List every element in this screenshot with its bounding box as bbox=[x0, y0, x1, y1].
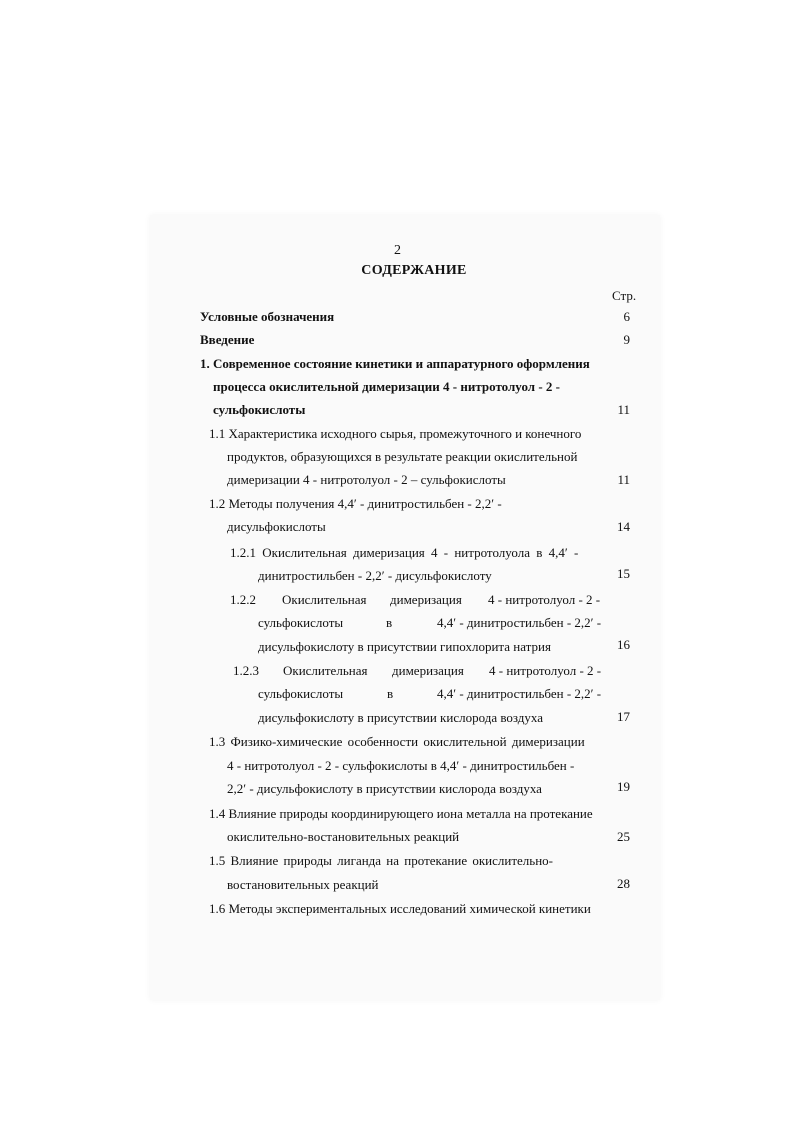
toc-page-ch1: 11 bbox=[617, 402, 630, 417]
toc-entry-1-2-3-word2: димеризация bbox=[392, 663, 464, 678]
toc-entry-1-2-3-line3: дисульфокислоту в присутствии кислорода воздуха bbox=[258, 710, 544, 725]
toc-entry-1-4-line1: 1.4 Влияние природы координирующего иона металла на протекание bbox=[209, 806, 593, 821]
toc-page-1-2: 14 bbox=[617, 519, 630, 534]
toc-entry-1-3-line2: 4 - нитротолуол - 2 - сульфокислоты в 4,4′ - динитростильбен - bbox=[227, 758, 575, 773]
toc-entry-1-5-line2: востановительных реакций bbox=[227, 877, 379, 892]
toc-entry-1-2-line2: дисульфокислоты bbox=[227, 519, 326, 534]
page-number: 2 bbox=[394, 243, 401, 258]
toc-entry-1-2-2-word5: в bbox=[386, 615, 393, 630]
toc-page-1-2-2: 16 bbox=[617, 637, 630, 652]
toc-entry-1-2-3-num: 1.2.3 bbox=[233, 663, 259, 678]
toc-entry-1-3-line3: 2,2′ - дисульфокислоту в присутствии кислорода воздуха bbox=[227, 781, 542, 796]
toc-entry-1-1-line2: продуктов, образующихся в результате реакции окислительной bbox=[227, 449, 578, 464]
toc-entry-ch1-line3: сульфокислоты bbox=[213, 402, 306, 417]
toc-page-1-5: 28 bbox=[617, 876, 630, 891]
toc-page-1-2-1: 15 bbox=[617, 566, 630, 581]
toc-entry-ch1-line1: 1. Современное состояние кинетики и аппаратурного оформления bbox=[200, 356, 590, 371]
toc-page-1-3: 19 bbox=[617, 779, 630, 794]
toc-page-symbols: 6 bbox=[623, 309, 630, 324]
toc-page-1-1: 11 bbox=[617, 472, 630, 487]
toc-heading: СОДЕРЖАНИЕ bbox=[361, 263, 467, 278]
toc-page-1-4: 25 bbox=[617, 829, 630, 844]
toc-entry-1-2-2-num: 1.2.2 bbox=[230, 592, 256, 607]
toc-entry-1-2-2-word6: 4,4′ - динитростильбен - 2,2′ - bbox=[437, 615, 602, 630]
toc-entry-symbols: Условные обозначения bbox=[200, 309, 335, 324]
toc-entry-1-2-line1: 1.2 Методы получения 4,4′ - динитростильбен - 2,2′ - bbox=[209, 496, 502, 511]
toc-entry-1-2-2-word1: Окислительная bbox=[282, 592, 367, 607]
toc-entry-1-2-1-line2: динитростильбен - 2,2′ - дисульфокислоту bbox=[258, 568, 492, 583]
toc-entry-1-2-3-word6: 4,4′ - динитростильбен - 2,2′ - bbox=[437, 686, 602, 701]
toc-entry-1-2-3-word4: сульфокислоты bbox=[258, 686, 344, 701]
toc-entry-1-2-3-word1: Окислительная bbox=[283, 663, 368, 678]
toc-entry-1-2-2-line3: дисульфокислоту в присутствии гипохлорита натрия bbox=[258, 639, 551, 654]
toc-entry-1-1-line1: 1.1 Характеристика исходного сырья, промежуточного и конечного bbox=[209, 426, 582, 441]
toc-entry-ch1-line2: процесса окислительной димеризации 4 - нитротолуол - 2 - bbox=[213, 379, 560, 394]
toc-entry-1-4-line2: окислительно-востановительных реакций bbox=[227, 829, 460, 844]
page-column-label: Стр. bbox=[612, 288, 637, 303]
toc-page-intro: 9 bbox=[623, 332, 630, 347]
toc-entry-1-5-line1: 1.5 Влияние природы лиганда на протекание окислительно- bbox=[209, 853, 553, 868]
toc-entry-1-1-line3: димеризации 4 - нитротолуол - 2 – сульфокислоты bbox=[227, 472, 506, 487]
toc-entry-1-2-2-word3: 4 - нитротолуол - 2 - bbox=[488, 592, 601, 607]
toc-entry-1-2-3-word3: 4 - нитротолуол - 2 - bbox=[489, 663, 602, 678]
toc-entry-intro: Введение bbox=[200, 332, 255, 347]
toc-entry-1-2-3-word5: в bbox=[387, 686, 394, 701]
toc-entry-1-3-line1: 1.3 Физико-химические особенности окислительной димеризации bbox=[209, 734, 585, 749]
toc-page-1-2-3: 17 bbox=[617, 709, 630, 724]
toc-entry-1-2-1-line1: 1.2.1 Окислительная димеризация 4 - нитротолуола в 4,4′ - bbox=[230, 545, 579, 560]
toc-entry-1-2-2-word2: димеризация bbox=[390, 592, 462, 607]
toc-entry-1-6-line1: 1.6 Методы экспериментальных исследований химической кинетики bbox=[209, 901, 591, 916]
toc-entry-1-2-2-word4: сульфокислоты bbox=[258, 615, 344, 630]
